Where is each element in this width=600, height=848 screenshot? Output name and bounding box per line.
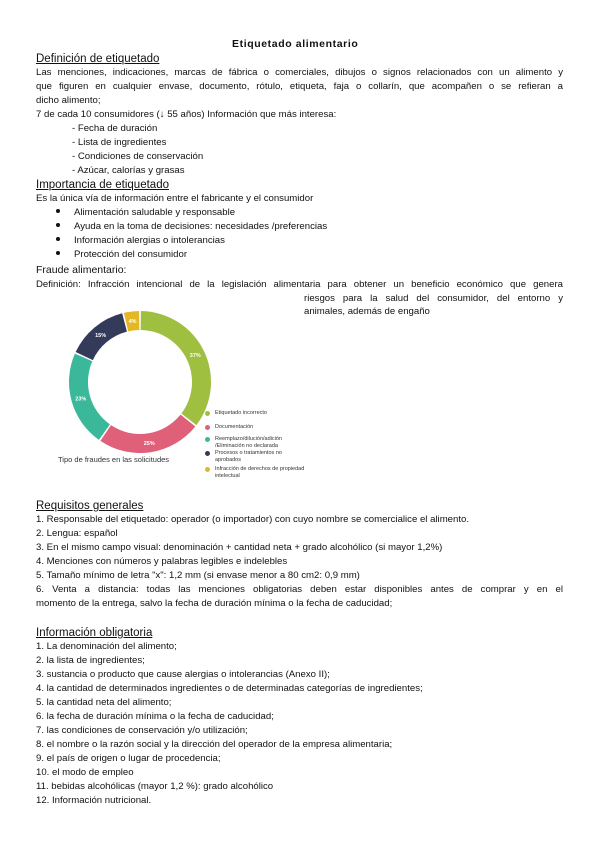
donut-slice-label: 37%: [189, 353, 201, 360]
obligatoria-item: 10. el modo de empleo: [36, 767, 134, 778]
importancia-item-text: Alimentación saludable y responsable: [74, 207, 236, 218]
interest-item: - Fecha de duración: [72, 123, 158, 134]
importancia-item-text: Ayuda en la toma de decisiones: necesidades /preferencias: [74, 221, 328, 232]
chart-legend: [205, 410, 315, 490]
bullet-icon: [56, 251, 60, 255]
requisito-item: 3. En el mismo campo visual: denominación + cantidad neta + grado alcohólico (si mayor 1,2%): [36, 542, 443, 553]
fraude-heading: Fraude alimentario:: [36, 264, 127, 276]
importancia-item-text: Información alergias o intolerancias: [74, 235, 225, 246]
requisito-item: 5. Tamaño mínimo de letra "x": 1,2 mm (si envase menor a 80 cm2: 0,9 mm): [36, 570, 360, 581]
fraude-def-line-2: riesgos para la salud del consumidor, del entorno y: [304, 293, 563, 304]
importancia-intro: Es la única vía de información entre el fabricante y el consumidor: [36, 193, 314, 204]
legend-label: Reemplazo/dilución/adición /Eliminación no declarada: [215, 436, 282, 449]
obligatoria-item: 6. la fecha de duración mínima o la fecha de caducidad;: [36, 711, 274, 722]
obligatoria-item: 8. el nombre o la razón social y la dirección del operador de la empresa alimentaria;: [36, 739, 393, 750]
legend-label: Infracción de derechos de propiedad intelectual: [215, 466, 305, 479]
obligatoria-item: 3. sustancia o producto que cause alergias o intolerancias (Anexo II);: [36, 669, 330, 680]
requisito-item: 1. Responsable del etiquetado: operador (o importador) con cuyo nombre se comercialice el alimento.: [36, 514, 470, 525]
interest-item: - Lista de ingredientes: [72, 137, 167, 148]
obligatoria-item: 1. La denominación del alimento;: [36, 641, 177, 652]
legend-swatch: [205, 467, 210, 472]
importancia-item: [56, 207, 235, 219]
legend-swatch: [205, 437, 210, 442]
importancia-item: [56, 235, 225, 247]
donut-slice-label: 23%: [75, 396, 87, 403]
importancia-item: [56, 249, 187, 261]
definicion-heading: Definición de etiquetado: [36, 53, 160, 65]
definicion-line-3: dicho alimento;: [36, 95, 101, 106]
requisito-item: 2. Lengua: español: [36, 528, 118, 539]
donut-slice: [100, 415, 195, 453]
donut-slice: [141, 311, 211, 425]
definicion-line-2: que figuren en cualquier envase, documento, rótulo, etiqueta, faja o collarín, que acompañen o se refieran a: [36, 81, 563, 92]
importancia-heading: Importancia de etiquetado: [36, 179, 169, 191]
legend-swatch: [205, 451, 210, 456]
obligatoria-heading: Información obligatoria: [36, 627, 153, 639]
obligatoria-item: 12. Información nutricional.: [36, 795, 152, 806]
legend-swatch: [205, 411, 210, 416]
requisito-item-6-line-1: 6. Venta a distancia: todas las menciones obligatorias deben estar disponibles antes de comprar y en el: [36, 584, 563, 595]
bullet-icon: [56, 223, 60, 227]
fraude-def-line-3: animales, además de engaño: [304, 306, 430, 317]
donut-slice-label: 15%: [95, 332, 107, 339]
donut-slice-label: 4%: [128, 318, 137, 325]
chart-title: Tipo de fraudes en las solicitudes: [58, 455, 170, 464]
consumers-line: 7 de cada 10 consumidores (↓ 55 años) Información que más interesa:: [36, 109, 337, 120]
interest-item: - Condiciones de conservación: [72, 151, 204, 162]
donut-slice-label: 25%: [143, 440, 155, 447]
importancia-item-text: Protección del consumidor: [74, 249, 188, 260]
obligatoria-item: 2. la lista de ingredientes;: [36, 655, 145, 666]
importancia-item: [56, 221, 327, 233]
obligatoria-item: 9. el país de origen o lugar de procedencia;: [36, 753, 221, 764]
legend-swatch: [205, 425, 210, 430]
bullet-icon: [56, 237, 60, 241]
definicion-line-1: Las menciones, indicaciones, marcas de fábrica o comerciales, dibujos o signos relacionados con un alimento y: [36, 67, 563, 78]
obligatoria-item: 4. la cantidad de determinados ingredientes o de determinadas categorías de ingredientes;: [36, 683, 423, 694]
obligatoria-item: 5. la cantidad neta del alimento;: [36, 697, 172, 708]
obligatoria-item: 7. las condiciones de conservación y/o utilización;: [36, 725, 248, 736]
bullet-icon: [56, 209, 60, 213]
legend-label: Etiquetado incorrecto: [215, 410, 267, 416]
interest-item: - Azúcar, calorías y grasas: [72, 165, 185, 176]
requisito-item: 4. Menciones con números y palabras legibles e indelebles: [36, 556, 288, 567]
document-title: Etiquetado alimentario: [232, 38, 359, 50]
fraude-def-line-1: Definición: Infracción intencional de la legislación alimentaria para obtener un beneficio económico que genera: [36, 279, 563, 290]
requisito-item-6-line-2: momento de la entrega, salvo la fecha de duración mínima o la fecha de caducidad;: [36, 598, 393, 609]
legend-label: Documentación: [215, 424, 254, 430]
requisitos-heading: Requisitos generales: [36, 500, 144, 512]
legend-label: Procesos o tratamientos no aprobados: [215, 450, 282, 463]
obligatoria-item: 11. bebidas alcohólicas (mayor 1,2 %): grado alcohólico: [36, 781, 274, 792]
